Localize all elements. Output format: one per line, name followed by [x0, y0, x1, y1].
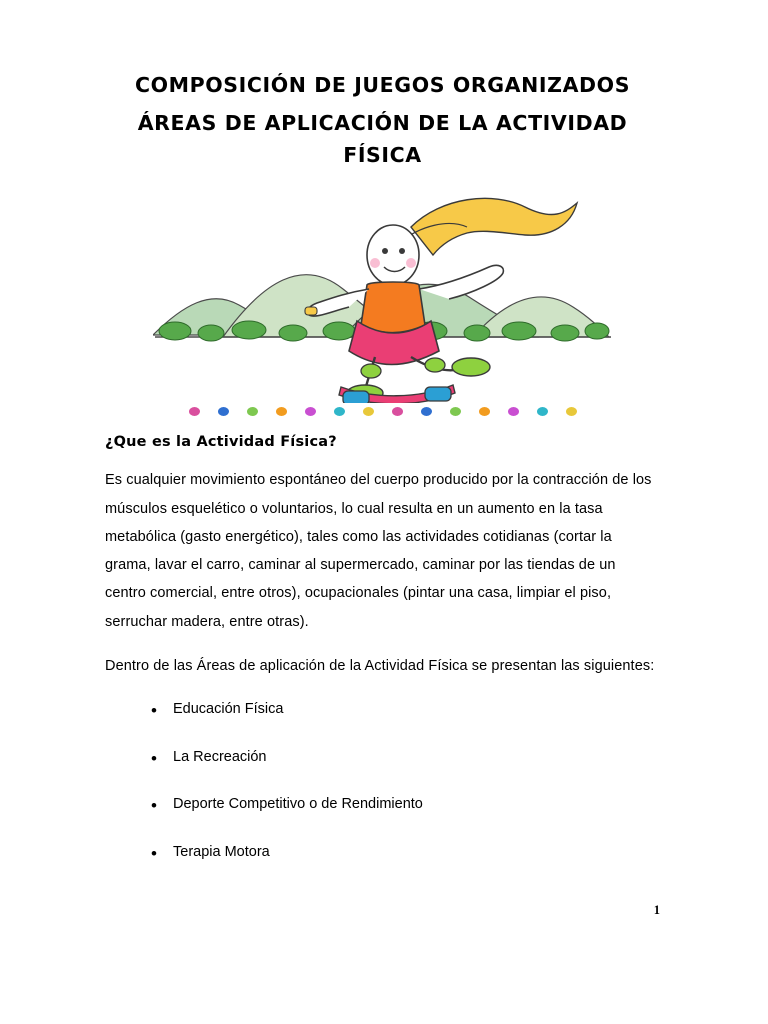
divider-dot — [421, 407, 432, 416]
girl-skateboarding-illustration — [105, 185, 660, 403]
decorative-dot-divider — [105, 407, 660, 416]
list-item: • La Recreación — [151, 744, 660, 772]
divider-dot — [218, 407, 229, 416]
divider-dot — [247, 407, 258, 416]
title-block — [105, 70, 660, 171]
divider-dot — [392, 407, 403, 416]
page-title: COMPOSICIÓN DE JUEGOS ORGANIZADOS — [134, 73, 631, 97]
divider-dot — [537, 407, 548, 416]
list-item: • Deporte Competitivo o de Rendimiento — [151, 791, 660, 819]
divider-dot — [566, 407, 577, 416]
divider-dot — [508, 407, 519, 416]
paragraph-definition: Es cualquier movimiento espontáneo del cuerpo producido por la contracción de los músculos esquelético o voluntarios, lo cual resulta en un aumento en la tasa metabólica (gasto energético), tales como las actividades cotidianas (cortar la grama, lavar el carro, caminar al supermercado, caminar por las tiendas de un centro comercial, entre otros), ocupacionales (pintar una casa, limpiar el piso, serruchar madera, entre otras). — [105, 472, 652, 630]
areas-list — [105, 696, 660, 866]
divider-dot — [305, 407, 316, 416]
page-number: 1 — [653, 903, 660, 917]
divider-dot — [334, 407, 345, 416]
divider-dot — [276, 407, 287, 416]
page-subtitle-line1: ÁREAS DE APLICACIÓN DE LA ACTIVIDAD — [137, 110, 628, 135]
list-item: • Educación Física — [151, 696, 660, 724]
section-heading: ¿Que es la Actividad Física? — [105, 434, 337, 451]
list-item: • Terapia Motora — [151, 839, 660, 867]
divider-dot — [479, 407, 490, 416]
divider-dot — [363, 407, 374, 416]
paragraph-areas-intro: Dentro de las Áreas de aplicación de la Actividad Física se presentan las siguientes: — [105, 657, 655, 674]
page-subtitle-line2: FÍSICA — [343, 142, 422, 167]
divider-dot — [189, 407, 200, 416]
divider-dot — [450, 407, 461, 416]
